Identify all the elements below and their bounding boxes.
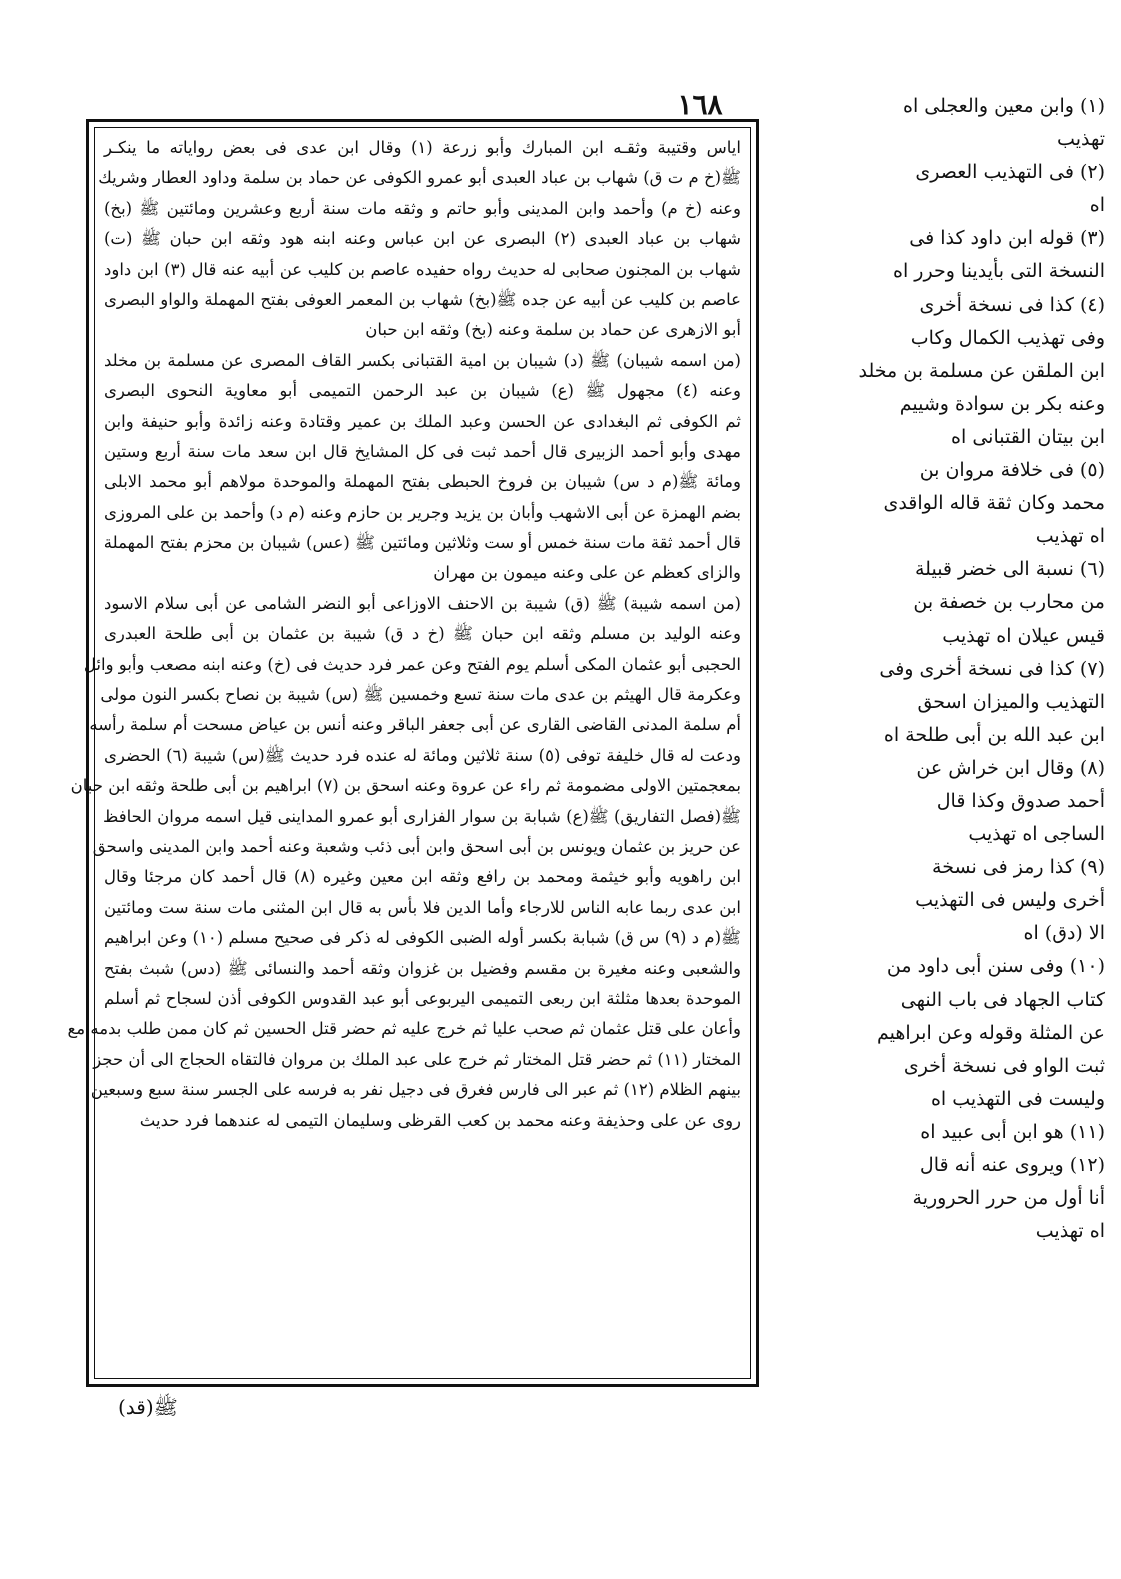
main-text-line: الحجبى أبو عثمان المكى أسلم يوم الفتح وعن عمر فرد حديث فى (خ) وعنه ابنه مصعب وأبو وائل <box>83 654 741 674</box>
side-note-line: وفى تهذيب الكمال وكاب <box>910 326 1105 349</box>
side-note-line: الساجى اه تهذيب <box>968 823 1105 846</box>
side-note-line: ابن الملقن عن مسلمة بن مخلد <box>858 359 1105 382</box>
side-note-line: التهذيب والميزان اسحق <box>917 690 1105 713</box>
side-note-line: أنا أول من حرر الحرورية <box>912 1187 1105 1210</box>
footer-mark: ﷺ(قد) <box>118 1395 178 1419</box>
side-note-line: (١١) هو ابن أبى عبيد اه <box>920 1120 1105 1143</box>
main-text-line: شهاب بن عباد العبدى (٢) البصرى عن ابن عباس وعنه ابنه هود وثقه ابن حبان ﷺ (ت) <box>104 229 741 249</box>
main-text-line: قال أحمد ثقة مات سنة خمس أو ست وثلاثين ومائتين ﷺ (عس) شيبان بن محزم بفتح المهملة <box>103 533 741 553</box>
side-note-line: ثبت الواو فى نسخة أخرى <box>903 1054 1105 1077</box>
main-text-line: والشعبى وعنه مغيرة بن مقسم وفضيل بن غزوان وثقه أحمد والنسائى ﷺ (دس) شبث بفتح <box>104 958 741 978</box>
side-note-line: (٩) كذا رمز فى نسخة <box>932 856 1105 879</box>
side-note-line: محمد وكان ثقة قاله الواقدى <box>883 492 1105 515</box>
side-note-line: عن المثلة وقوله وعن ابراهيم <box>877 1021 1105 1044</box>
main-text-line: عن حريز بن عثمان ويونس بن أبى اسحق وابن أبى ذئب وشعبة وعنه أحمد وابن المدينى واسحق <box>92 836 741 856</box>
main-text-line: وعكرمة قال الهيثم بن عدى مات سنة تسع وخمسين ﷺ (س) شيبة بن نصاح بكسر النون مولى <box>100 685 741 705</box>
side-note-line: النسخة التى بأيدينا وحرر اه <box>893 260 1105 283</box>
side-note-line: (١) وابن معين والعجلى اه <box>903 95 1105 117</box>
side-note-line: ابن بيتان القتبانى اه <box>951 425 1105 448</box>
main-text-line: أبو الازهرى عن حماد بن سلمة وعنه (بخ) وثقه ابن حبان <box>365 320 741 340</box>
main-text-line: شهاب بن المجنون صحابى له حديث رواه حفيده عاصم بن كليب عن أبيه عنه قال (٣) ابن داود <box>104 259 741 279</box>
side-note-line: كتاب الجهاد فى باب النهى <box>900 988 1105 1011</box>
main-text-line: ودعت له قال خليفة توفى (٥) سنة ثلاثين ومائة له عنده فرد حديث ﷺ(س) شيبة (٦) الحضرى <box>104 745 741 765</box>
main-text-line: ابن عدى ربما عابه الناس للارجاء وأما الدين فلا بأس به قال ابن المثنى مات سنة ست ومائتين <box>104 897 741 917</box>
main-text-line: اياس وقتيبة وثقـه ابن المبارك وأبو زرعة (١) وقال ابن عدى فى بعض رواياته ما ينكـر <box>104 138 741 157</box>
side-note-line: (١٠) وفى سنن أبى داود من <box>886 955 1105 978</box>
main-text-line: وعنه الوليد بن مسلم وثقه ابن حبان ﷺ (خ د ق) شيبة بن عثمان بن أبى طلحة العبدرى <box>104 624 741 644</box>
side-note-line: وعنه بكر بن سوادة وشييم <box>899 392 1105 415</box>
side-note-line: (٥) فى خلافة مروان بن <box>919 459 1105 482</box>
main-text-line: ﷺ(فصل التفاريق) ﷺ(ع) شبابة بن سوار الفزارى أبو عمرو المداينى قيل اسمه مروان الحافظ <box>103 806 741 826</box>
side-notes-column <box>770 90 1105 1430</box>
main-text-line: روى عن على وحذيفة وعنه محمد بن كعب القرظى وسليمان التيمى له عندهما فرد حديث <box>139 1110 741 1130</box>
side-note-line: اه <box>1089 194 1105 217</box>
side-note-line: (٧) كذا فى نسخة أخرى وفى <box>879 657 1105 680</box>
side-note-line: قيس عيلان اه تهذيب <box>942 624 1105 647</box>
main-text-line: (من اسمه شيبة) ﷺ (ق) شيبة بن الاحنف الاوزاعى أبو النضر الشامى عن أبى سلام الاسود <box>104 593 741 613</box>
main-text-line: الموحدة بعدها مثلثة ابن ربعى التميمى اليربوعى أبو عبد القدوس الكوفى أذن لسجاح ثم أسلم <box>104 988 741 1008</box>
side-note-line: اه تهذيب <box>1035 1220 1105 1243</box>
side-note-line: (٤) كذا فى نسخة أخرى <box>919 293 1105 316</box>
main-text-line: ﷺ(م د (٩) س ق) شبابة بكسر أوله الضبى الكوفى له ذكر فى صحيح مسلم (١٠) وعن ابراهيم <box>104 928 741 948</box>
main-text-line: وعنه (٤) مجهول ﷺ (ع) شيبان بن عبد الرحمن التميمى أبو معاوية النحوى البصرى <box>104 381 741 401</box>
main-text-line: ﷺ(خ م ت ق) شهاب بن عباد العبدى أبو عمرو الكوفى عن حماد بن سلمة وداود العطار وشريك <box>98 168 741 188</box>
side-note-line: اه تهذيب <box>1035 525 1105 548</box>
main-text-line: المختار (١١) ثم حضر قتل المختار ثم خرج على عبد الملك بن مروان فالتقاه الحجاج الى أن حجز <box>93 1049 741 1069</box>
main-text-line: بينهم الظلام (١٢) ثم عبر الى فارس فغرق فى دجيل نفر به فرسه على الجسر سنة سبع وسبعين <box>90 1080 741 1100</box>
side-note-line: (٦) نسبة الى خضر قبيلة <box>914 558 1105 581</box>
page-number: ١٦٨ <box>677 88 723 121</box>
side-note-line: (٣) قوله ابن داود كذا فى <box>909 227 1105 250</box>
side-note-line: (٢) فى التهذيب العصرى <box>915 161 1105 184</box>
main-text-line: ومائة ﷺ(م د س) شيبان بن فروخ الحبطى بفتح المهملة والموحدة مولاهم أبو محمد الابلى <box>104 472 741 492</box>
main-text-line: بضم الهمزة عن أبى الاشهب وأبان بن يزيد وجرير بن حازم وعنه (م د) وأحمد بن على المروزى <box>104 502 741 522</box>
side-note-line: (٨) وقال ابن خراش عن <box>916 756 1105 779</box>
main-text-line: عاصم بن كليب عن أبيه عن جده ﷺ(بخ) شهاب بن المعمر العوفى بفتح المهملة والواو البصرى <box>104 289 741 309</box>
main-text-line: ابن راهويه وأبو خيثمة ومحمد بن رافع وثقه ابن معين وغيره (٨) قال أحمد كان مرجئا وقال <box>104 867 741 887</box>
main-text-line: ثم الكوفى ثم البغدادى عن الحسن وعبد الملك بن عمير وقتادة وعنه زائدة وأبو حنيفة وابن <box>104 411 741 431</box>
side-note-line: ابن عبد الله بن أبى طلحة اه <box>883 723 1105 746</box>
main-text-line: (من اسمه شيبان) ﷺ (د) شيبان بن امية القتبانى بكسر القاف المصرى عن مسلمة بن مخلد <box>104 350 741 370</box>
side-note-line: أحمد صدوق وكذا قال <box>936 789 1105 812</box>
main-text-line: بمعجمتين الاولى مضمومة ثم راء عن عروة وعنه اسحق بن (٧) ابراهيم بن أبى طلحة وثقه ابن حبان <box>70 776 741 796</box>
side-note-line: تهذيب <box>1057 128 1105 151</box>
main-text-line: أم سلمة المدنى القاضى القارى عن أبى جعفر الباقر وعنه أنس بن عياض مسحت أم سلمة رأسه <box>89 715 741 735</box>
main-text-line: مهدى وأبو أحمد الزبيرى قال أحمد ثبت فى كل المشايخ قال ابن سعد مات سنة أربع وستين <box>104 441 741 461</box>
main-text-line: وأعان على قتل عثمان ثم صحب عليا ثم خرج عليه ثم حضر قتل الحسين ثم كان ممن طلب بدمه مع <box>67 1019 741 1039</box>
main-text-line: وعنه (خ م) وأحمد وابن المدينى وأبو حاتم و وثقه مات سنة أربع وعشرين ومائتين ﷺ (بخ) <box>104 198 741 218</box>
side-note-line: وليست فى التهذيب اه <box>930 1087 1105 1110</box>
side-note-line: (١٢) ويروى عنه أنه قال <box>919 1154 1105 1176</box>
main-text-line: والزاى كعظم عن على وعنه ميمون بن مهران <box>433 563 741 583</box>
main-text-block <box>67 133 741 1373</box>
side-note-line: الا (دق) اه <box>1023 922 1105 945</box>
side-note-line: من محارب بن خصفة بن <box>913 591 1105 614</box>
side-note-line: أخرى وليس فى التهذيب <box>915 889 1105 912</box>
